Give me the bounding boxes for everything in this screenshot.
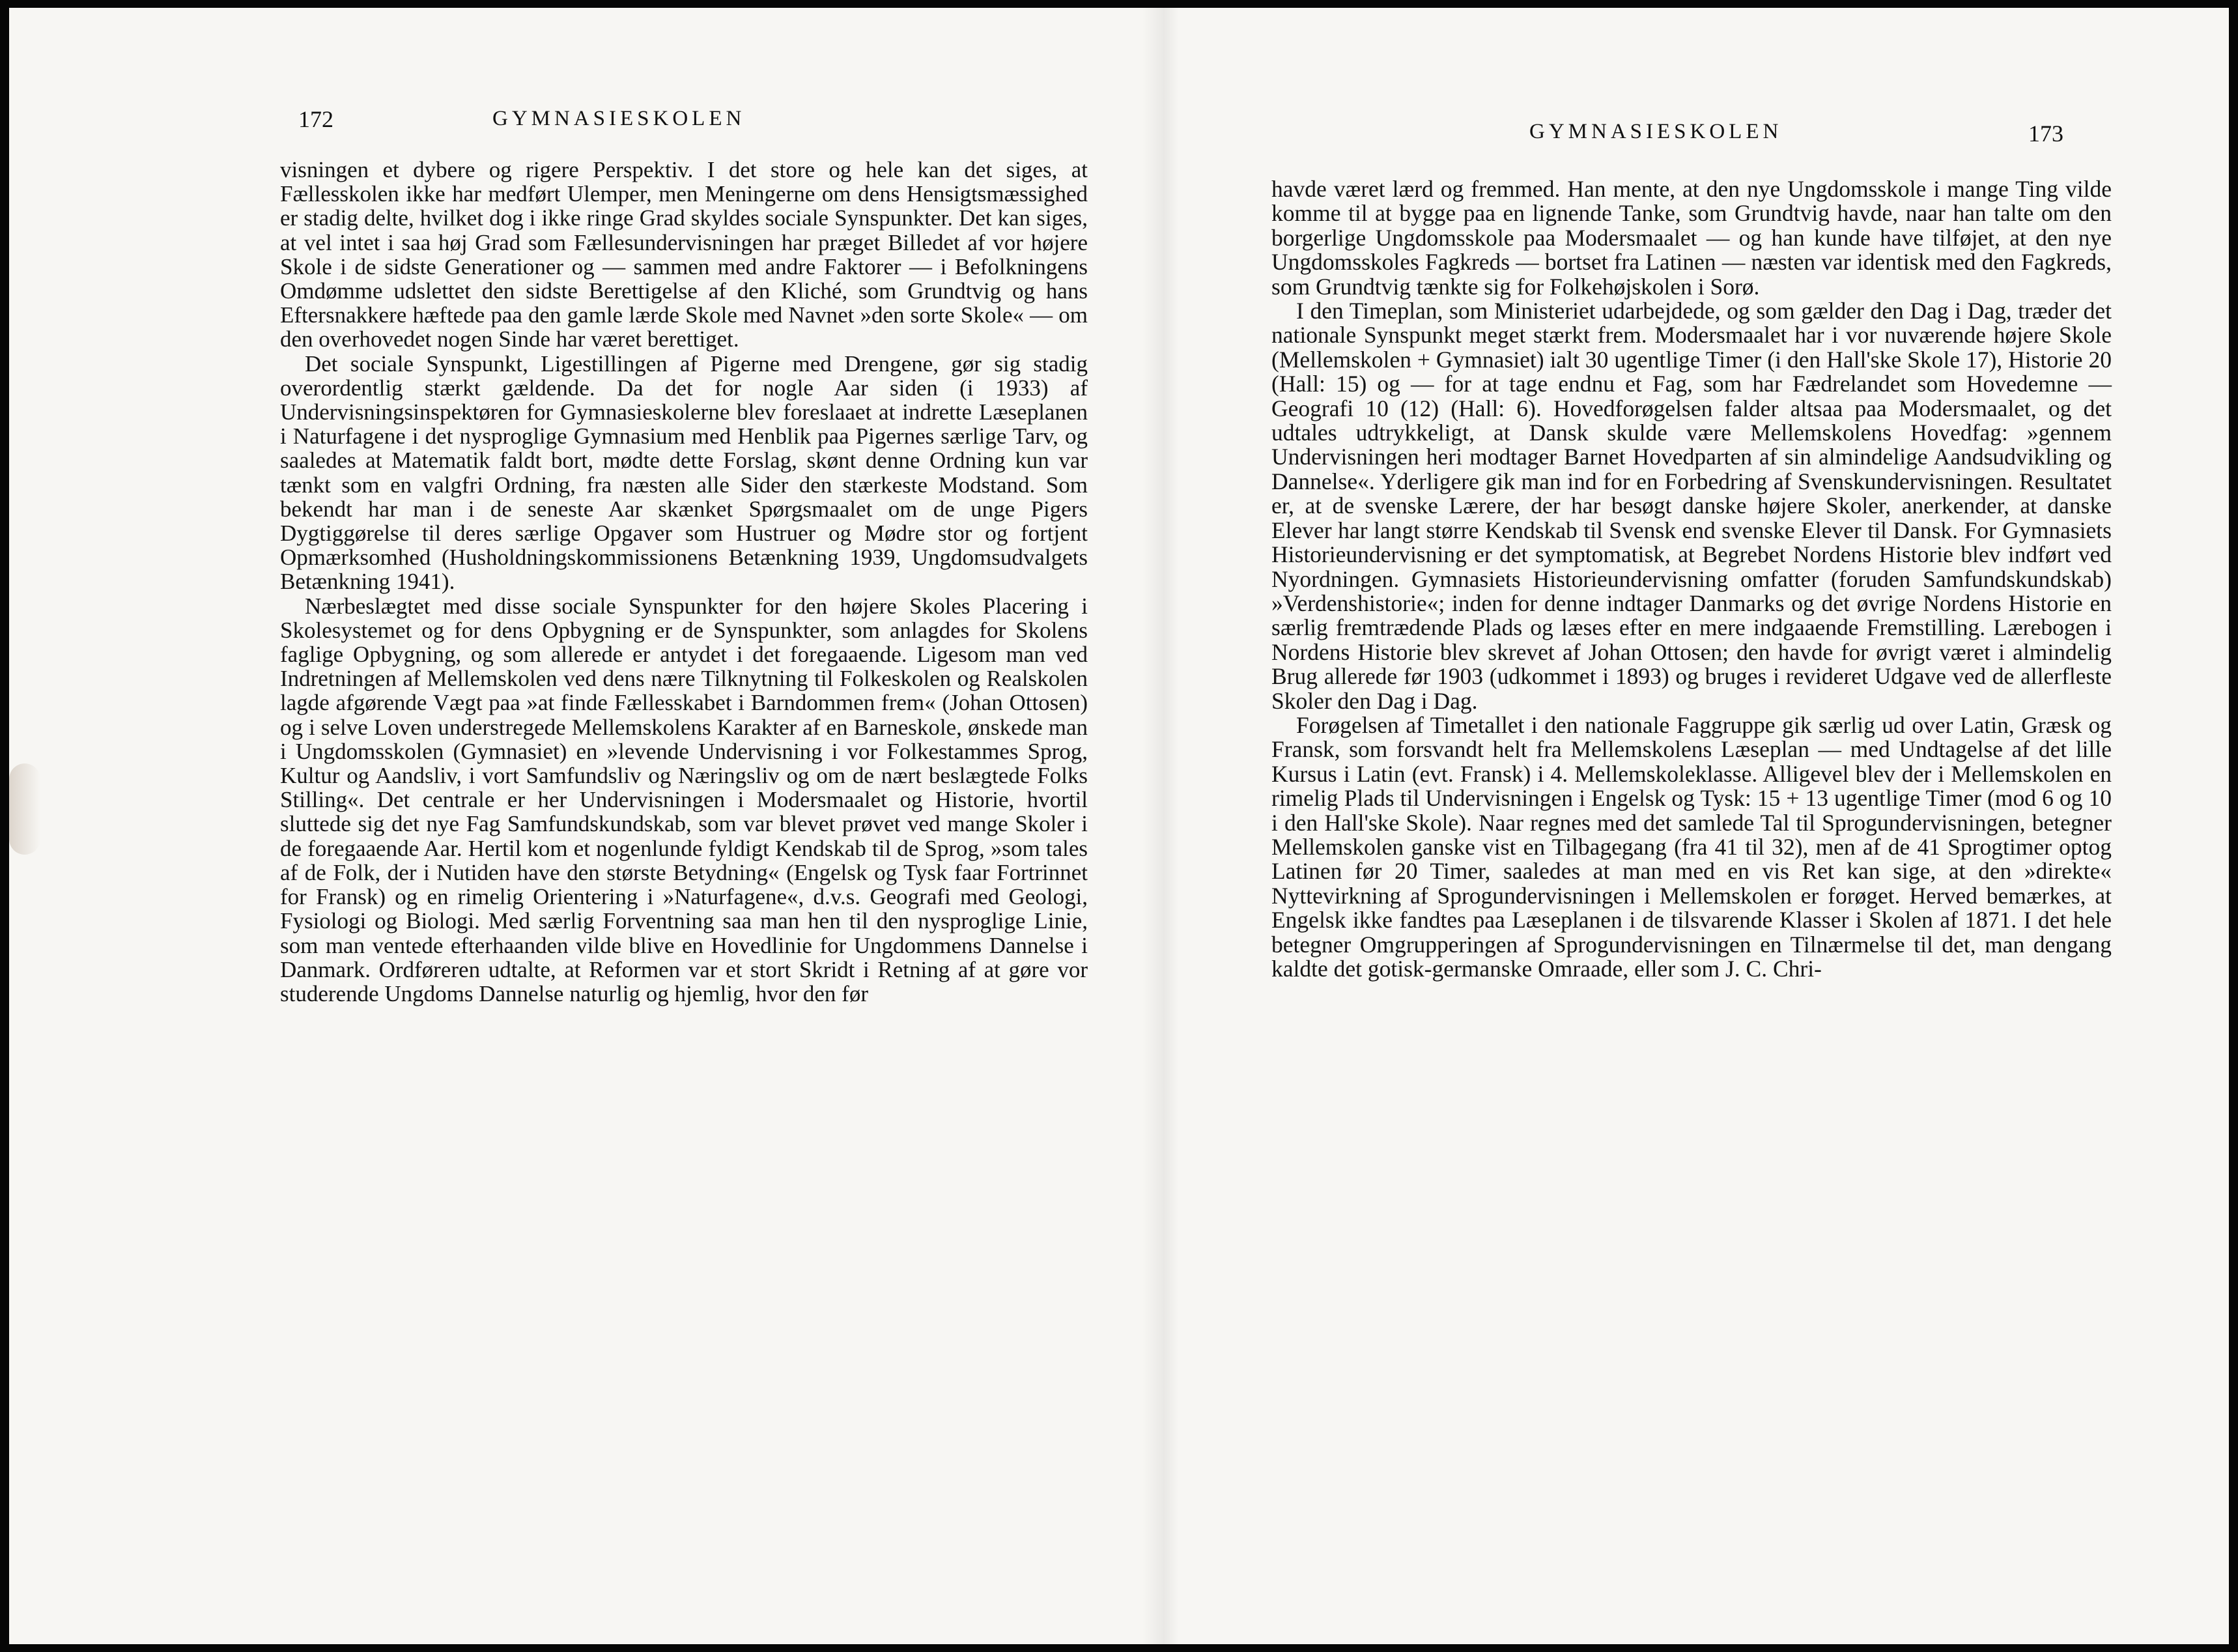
running-head-right: GYMNASIESKOLEN [1529,120,1783,143]
page-number-right: 173 [2028,121,2063,147]
right-body-text [1271,177,2112,981]
left-body-text [280,158,1088,1006]
right-page [1163,8,2229,1644]
paragraph: Nærbeslægtet med disse sociale Synspunkter for den højere Skoles Placering i Skolesystemet og for dens Opbygning er de Synspunkter, som anlagdes for Skolens faglige Opbygning, og som allerede er antydet i det foregaaende. Ligesom man ved Indretningen af Mellemskolen ved dens nære Tilknytning til Folkeskolen og Realskolen lagde afgørende Vægt paa »at finde Fællesskabet i Barndommen frem« (Johan Ottosen) og i selve Loven understregede Mellemskolens Karakter af en Barneskole, ønskede man i Ungdomsskolen (Gymnasiet) en »levende Undervisning i vor Folkestammes Sprog, Kultur og Aandsliv, i vort Samfundsliv og Næringsliv og om de nært beslægtede Folks Stilling«. Det centrale er her Undervisningen i Modersmaalet og Historie, hvortil sluttede sig det nye Fag Samfundskundskab, som var blevet prøvet ved mange Skoler i de foregaaende Aar. Hertil kom et nogenlunde fyldigt Kendskab til de Sprog, »som tales af de Folk, der i Nutiden have den største Betydning« (Engelsk og Tysk faar Fortrinnet for Fransk) og en rimelig Orientering i »Naturfagene«, d.v.s. Geografi med Geologi, Fysiologi og Biologi. Med særlig Forventning saa man hen til den nysproglige Linie, som man ventede efterhaanden vilde blive en Hovedlinie for Ungdommens Dannelse i Danmark. Ordføreren udtalte, at Reformen var et stort Skridt i Retning af at gøre vor studerende Ungdoms Dannelse naturlig og hjemlig, hvor den før [280,593,1088,1006]
page-number-left: 172 [298,106,333,132]
paragraph: visningen et dybere og rigere Perspektiv. I det store og hele kan det siges, at Fællesskolen ikke har medført Ulemper, men Meningerne om dens Hensigtsmæssighed er stadig delte, hvilket dog i ikke ringe Grad skyldes sociale Synspunkter. Det kan siges, at vel intet i saa høj Grad som Fællesundervisningen har præget Billedet af vor højere Skole i de sidste Generationer og — sammen med andre Faktorer — i Befolkningens Omdømme udslettet den sidste Berettigelse af den Kliché, som Grundtvig og hans Eftersnakkere hæftede paa den gamle lærde Skole med Navnet »den sorte Skole« — om den overhovedet nogen Sinde har været berettiget. [280,157,1088,352]
paragraph: I den Timeplan, som Ministeriet udarbejdede, og som gælder den Dag i Dag, træder det nationale Synspunkt meget stærkt frem. Modersmaalet har i vor nuværende højere Skole (Mellemskolen + Gymnasiet) ialt 30 ugentlige Timer (i den Hall'ske Skole 17), Historie 20 (Hall: 15) og — for at tage endnu et Fag, som har Fædrelandet som Hovedemne — Geografi 10 (12) (Hall: 6). Hovedforøgelsen falder altsaa paa Modersmaalet, og det udtales udtrykkeligt, at Dansk skulde være Mellemskolens Hovedfag: »gennem Undervisningen heri modtager Barnet Hovedparten af sin almindelige Aandsudvikling og Dannelse«. Yderligere gik man ind for en Forbedring af Svenskundervisningen. Resultatet er, at de svenske Lærere, der har besøgt danske højere Skoler, anerkender, at danske Elever har langt større Kendskab til Svensk end svenske Elever til Dansk. For Gymnasiets Historieundervisning er det symptomatisk, at Begrebet Nordens Historie blev indført ved Nyordningen. Gymnasiets Historieundervisning omfatter (foruden Samfundskundskab) »Verdenshistorie«; inden for denne indtager Danmarks og det øvrige Nordens Historie en særlig fremtrædende Plads og læses efter en mere indgaaende Fremstilling. Lærebogen i Nordens Historie blev skrevet af Johan Ottosen; den havde for øvrigt været i almindelig Brug allerede før 1903 (udkommet i 1893) og bruges i revideret Udgave ved de allerfleste Skoler den Dag i Dag. [1271,298,2112,714]
gutter-shadow [1163,8,1179,1644]
page-stain [9,763,40,855]
paragraph: Forøgelsen af Timetallet i den nationale Faggruppe gik særlig ud over Latin, Græsk og Fransk, som forsvandt helt fra Mellemskolens Læseplan — med Undtagelse af det lille Kursus i Latin (evt. Fransk) i 4. Mellemskoleklasse. Alligevel blev der i Mellemskolen en rimelig Plads til Undervisningen i Engelsk og Tysk: 15 + 13 ugentlige Timer (mod 6 og 10 i den Hall'ske Skole). Naar regnes med det samlede Tal til Sprogundervisningen, betegner Mellemskolen ganske vist en Tilbagegang (fra 41 til 32), men af de 41 Sprogtimer optog Latinen før 20 Timer, saaledes at man med en vis Ret kan sige, at den »direkte« Nyttevirkning af Sprogundervisningen i Mellemskolen er forøget. Herved bemærkes, at Engelsk ikke fandtes paa Læseplanen i de tilsvarende Klasser i Skolen af 1871. I det hele betegner Omgrupperingen af Sprogundervisningen en Tilnærmelse til det, man dengang kaldte det gotisk-germanske Omraade, eller som J. C. Chri- [1271,711,2112,982]
left-page [9,8,1182,1644]
paragraph: havde været lærd og fremmed. Han mente, at den nye Ungdomsskole i mange Ting vilde komme til at bygge paa en lignende Tanke, som Grundtvig havde, naar han talte om den borgerlige Ungdomsskole paa Modersmaalet — og han kunde have tilføjet, at den nye Ungdomsskoles Fagkreds — bortset fra Latinen — næsten var identisk med den Fagkreds, som Grundtvig tænkte sig for Folkehøjskolen i Sorø. [1271,176,2112,300]
paragraph: Det sociale Synspunkt, Ligestillingen af Pigerne med Drengene, gør sig stadig overordentlig stærkt gældende. Da det for nogle Aar siden (i 1933) af Undervisningsinspektøren for Gymnasieskolerne blev foreslaaet at indrette Læseplanen i Naturfagene i det nysproglige Gymnasium med Henblik paa Pigernes særlige Tarv, og saaledes at Matematik faldt bort, mødte dette Forslag, skønt denne Ordning kun var tænkt som en valgfri Ordning, fra næsten alle Sider den stærkeste Modstand. Som bekendt har man i de seneste Aar skænket Spørgsmaalet om de unge Pigers Dygtiggørelse til deres særlige Opgaver som Hustruer og Mødre stor og fortjent Opmærksomhed (Husholdningskommissionens Betænkning 1939, Ungdomsudvalgets Betænkning 1941). [280,350,1088,595]
running-head-left: GYMNASIESKOLEN [492,107,746,130]
